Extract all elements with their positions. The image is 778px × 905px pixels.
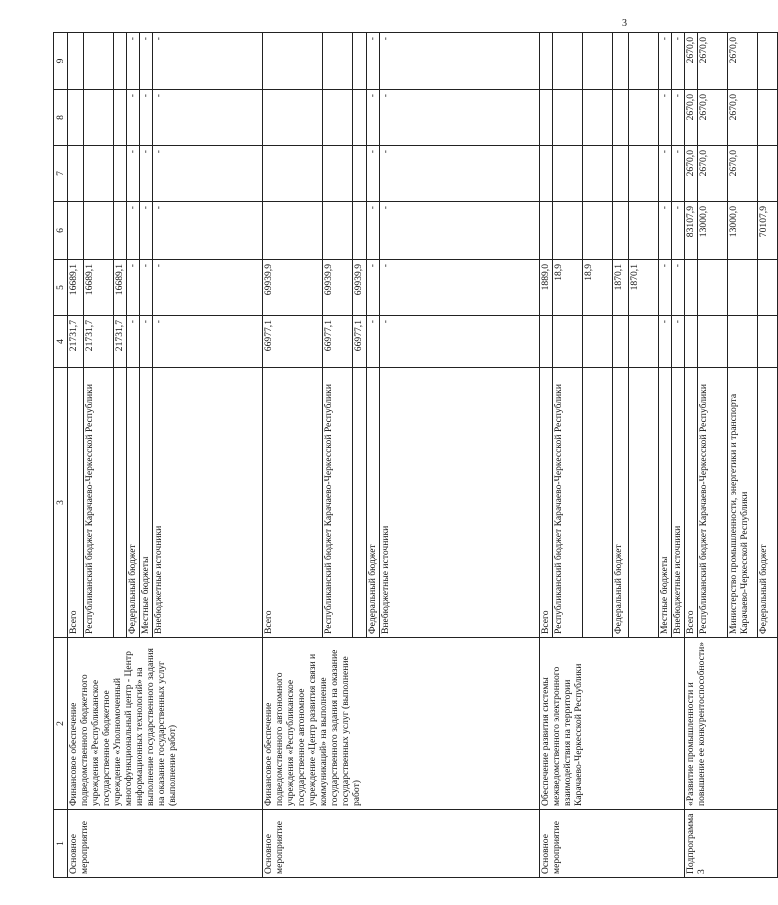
value-cell <box>540 316 553 368</box>
value-cell <box>353 90 367 146</box>
value-cell: - <box>380 202 540 260</box>
value-cell: - <box>672 260 685 316</box>
value-cell: 2670,0 <box>685 146 698 202</box>
value-cell <box>583 316 613 368</box>
value-cell: - <box>153 316 263 368</box>
funding-source-cell: Федеральный бюджет <box>758 368 778 638</box>
value-cell: 1889,0 <box>540 260 553 316</box>
value-cell <box>263 90 323 146</box>
value-cell: 66977,1 <box>323 316 353 368</box>
value-cell: - <box>659 90 672 146</box>
value-cell: - <box>672 33 685 90</box>
value-cell <box>540 90 553 146</box>
value-cell: 16689,1 <box>114 260 127 316</box>
value-cell: 18,9 <box>553 260 583 316</box>
value-cell <box>698 260 728 316</box>
value-cell: - <box>153 260 263 316</box>
value-cell: - <box>672 202 685 260</box>
funding-source-cell: Федеральный бюджет <box>367 368 380 638</box>
value-cell: - <box>659 146 672 202</box>
value-cell <box>323 202 353 260</box>
value-cell: - <box>380 90 540 146</box>
value-cell <box>613 146 629 202</box>
value-cell <box>583 146 613 202</box>
value-cell <box>353 146 367 202</box>
value-cell: - <box>659 33 672 90</box>
value-cell: - <box>659 260 672 316</box>
value-cell <box>68 33 84 90</box>
value-cell: - <box>659 316 672 368</box>
value-cell: 2670,0 <box>685 90 698 146</box>
value-cell: 21731,7 <box>84 316 114 368</box>
header-col-7: 7 <box>54 146 68 202</box>
value-cell: 83107,9 <box>685 202 698 260</box>
value-cell: - <box>672 146 685 202</box>
funding-source-cell: Внебюджетные источники <box>672 368 685 638</box>
funding-source-cell: Всего <box>263 368 323 638</box>
value-cell: - <box>672 316 685 368</box>
funding-source-cell: Местные бюджеты <box>659 368 672 638</box>
value-cell <box>553 90 583 146</box>
value-cell <box>68 90 84 146</box>
value-cell <box>84 202 114 260</box>
value-cell <box>758 90 778 146</box>
value-cell <box>758 260 778 316</box>
value-cell <box>263 146 323 202</box>
value-cell <box>323 33 353 90</box>
value-cell: 2670,0 <box>698 90 728 146</box>
value-cell <box>68 146 84 202</box>
value-cell <box>114 90 127 146</box>
value-cell: - <box>153 202 263 260</box>
value-cell: 70107,9 <box>758 202 778 260</box>
header-col-1: 1 <box>54 810 68 878</box>
value-cell: - <box>127 33 140 90</box>
value-cell: - <box>367 146 380 202</box>
value-cell: 66977,1 <box>263 316 323 368</box>
value-cell: 16689,1 <box>68 260 84 316</box>
value-cell: - <box>140 33 153 90</box>
value-cell <box>353 202 367 260</box>
funding-source-cell: Республиканский бюджет Карачаево-Черкесской Республики <box>698 368 728 638</box>
measure-description-cell: Финансовое обеспечение подведомственного автономного учреждения «Республиканское государственное автономное учреждение «Центр развития связи и коммуникаций» на выполнение государственного задания на оказание государственных услуг (выполнение работ) <box>263 638 540 810</box>
table-row <box>263 33 323 878</box>
value-cell <box>685 316 698 368</box>
value-cell: 2670,0 <box>728 33 758 90</box>
value-cell: 69939,9 <box>323 260 353 316</box>
value-cell <box>629 146 659 202</box>
value-cell: - <box>127 146 140 202</box>
value-cell: 16689,1 <box>84 260 114 316</box>
value-cell: 2670,0 <box>698 33 728 90</box>
funding-source-cell <box>583 368 613 638</box>
value-cell: - <box>380 260 540 316</box>
table-row <box>685 33 698 878</box>
value-cell <box>728 316 758 368</box>
value-cell <box>728 260 758 316</box>
value-cell: - <box>127 90 140 146</box>
value-cell: - <box>140 260 153 316</box>
value-cell <box>629 316 659 368</box>
value-cell <box>323 146 353 202</box>
value-cell <box>84 146 114 202</box>
value-cell: - <box>380 33 540 90</box>
value-cell: - <box>659 202 672 260</box>
funding-source-cell: Республиканский бюджет Карачаево-Черкесской Республики <box>84 368 114 638</box>
value-cell <box>553 146 583 202</box>
budget-table <box>53 32 778 878</box>
header-col-8: 8 <box>54 90 68 146</box>
funding-source-cell <box>629 368 659 638</box>
value-cell: 66977,1 <box>353 316 367 368</box>
value-cell: 2670,0 <box>698 146 728 202</box>
value-cell <box>540 33 553 90</box>
header-col-6: 6 <box>54 202 68 260</box>
value-cell <box>114 146 127 202</box>
value-cell <box>540 146 553 202</box>
value-cell <box>613 202 629 260</box>
measure-type-cell: Основное мероприятие <box>68 810 263 878</box>
header-col-4: 4 <box>54 316 68 368</box>
measure-type-cell: Основное мероприятие <box>540 810 685 878</box>
measure-type-cell: Подпрограмма 3 <box>685 810 778 878</box>
value-cell <box>114 33 127 90</box>
value-cell: 18,9 <box>583 260 613 316</box>
value-cell <box>758 146 778 202</box>
value-cell <box>629 202 659 260</box>
value-cell <box>685 260 698 316</box>
measure-description-cell: Финансовое обеспечение подведомственного бюджетного учреждения «Республиканское государственное бюджетное учреждение «Уполномоченный многофункциональный центр - Центр информационных технологий» на выполнение государственного задания на оказание государственных услуг (выполнение работ) <box>68 638 263 810</box>
funding-source-cell: Внебюджетные источники <box>380 368 540 638</box>
rotated-page <box>53 33 769 878</box>
value-cell: 2670,0 <box>728 90 758 146</box>
funding-source-cell: Республиканский бюджет Карачаево-Черкесской Республики <box>323 368 353 638</box>
measure-type-cell: Основное мероприятие <box>263 810 540 878</box>
funding-source-cell: Всего <box>685 368 698 638</box>
value-cell <box>553 316 583 368</box>
value-cell: - <box>367 202 380 260</box>
value-cell: 13000,0 <box>728 202 758 260</box>
value-cell: - <box>367 33 380 90</box>
value-cell <box>353 33 367 90</box>
value-cell <box>583 202 613 260</box>
measure-description-cell: «Развитие промышленности и повышение ее конкурентоспособности» <box>685 638 778 810</box>
value-cell: - <box>367 260 380 316</box>
value-cell <box>323 90 353 146</box>
value-cell <box>68 202 84 260</box>
value-cell <box>629 90 659 146</box>
value-cell: - <box>140 316 153 368</box>
value-cell: - <box>367 90 380 146</box>
value-cell <box>114 202 127 260</box>
funding-source-cell: Местные бюджеты <box>140 368 153 638</box>
value-cell: 2670,0 <box>685 33 698 90</box>
value-cell: 1870,1 <box>629 260 659 316</box>
value-cell: - <box>380 316 540 368</box>
funding-source-cell <box>114 368 127 638</box>
value-cell <box>613 33 629 90</box>
value-cell: - <box>140 146 153 202</box>
value-cell: - <box>153 146 263 202</box>
funding-source-cell <box>353 368 367 638</box>
value-cell: - <box>127 202 140 260</box>
table-row <box>540 33 553 878</box>
value-cell <box>583 33 613 90</box>
value-cell: - <box>153 90 263 146</box>
table-body <box>68 33 778 878</box>
header-row <box>54 33 68 878</box>
value-cell <box>553 202 583 260</box>
funding-source-cell: Всего <box>540 368 553 638</box>
funding-source-cell: Всего <box>68 368 84 638</box>
value-cell: - <box>367 316 380 368</box>
value-cell <box>698 316 728 368</box>
value-cell: - <box>127 260 140 316</box>
value-cell <box>553 33 583 90</box>
value-cell: 2670,0 <box>728 146 758 202</box>
value-cell: - <box>380 146 540 202</box>
value-cell <box>758 316 778 368</box>
value-cell: 1870,1 <box>613 260 629 316</box>
value-cell <box>263 202 323 260</box>
value-cell <box>84 90 114 146</box>
table-row <box>68 33 84 878</box>
value-cell: 21731,7 <box>68 316 84 368</box>
value-cell: - <box>127 316 140 368</box>
value-cell: - <box>672 90 685 146</box>
value-cell <box>583 90 613 146</box>
value-cell: 13000,0 <box>698 202 728 260</box>
funding-source-cell: Федеральный бюджет <box>127 368 140 638</box>
value-cell: - <box>153 33 263 90</box>
value-cell <box>263 33 323 90</box>
page-number: 3 <box>622 18 627 29</box>
funding-source-cell: Федеральный бюджет <box>613 368 629 638</box>
measure-description-cell: Обеспечение развития системы межведомственного электронного взаимодействия на территории Карачаево-Черкесской Республики <box>540 638 685 810</box>
value-cell: 69939,9 <box>353 260 367 316</box>
header-col-5: 5 <box>54 260 68 316</box>
value-cell: - <box>140 90 153 146</box>
value-cell: 69939,9 <box>263 260 323 316</box>
funding-source-cell: Министерство промышленности, энергетики и транспорта Карачаево-Черкесской Республики <box>728 368 758 638</box>
value-cell <box>613 316 629 368</box>
header-col-3: 3 <box>54 368 68 638</box>
header-col-2: 2 <box>54 638 68 810</box>
funding-source-cell: Внебюджетные источники <box>153 368 263 638</box>
value-cell: - <box>140 202 153 260</box>
funding-source-cell: Республиканский бюджет Карачаево-Черкесской Республики <box>553 368 583 638</box>
value-cell <box>629 33 659 90</box>
header-col-9: 9 <box>54 33 68 90</box>
value-cell <box>758 33 778 90</box>
value-cell: 21731,7 <box>114 316 127 368</box>
value-cell <box>540 202 553 260</box>
value-cell <box>613 90 629 146</box>
value-cell <box>84 33 114 90</box>
